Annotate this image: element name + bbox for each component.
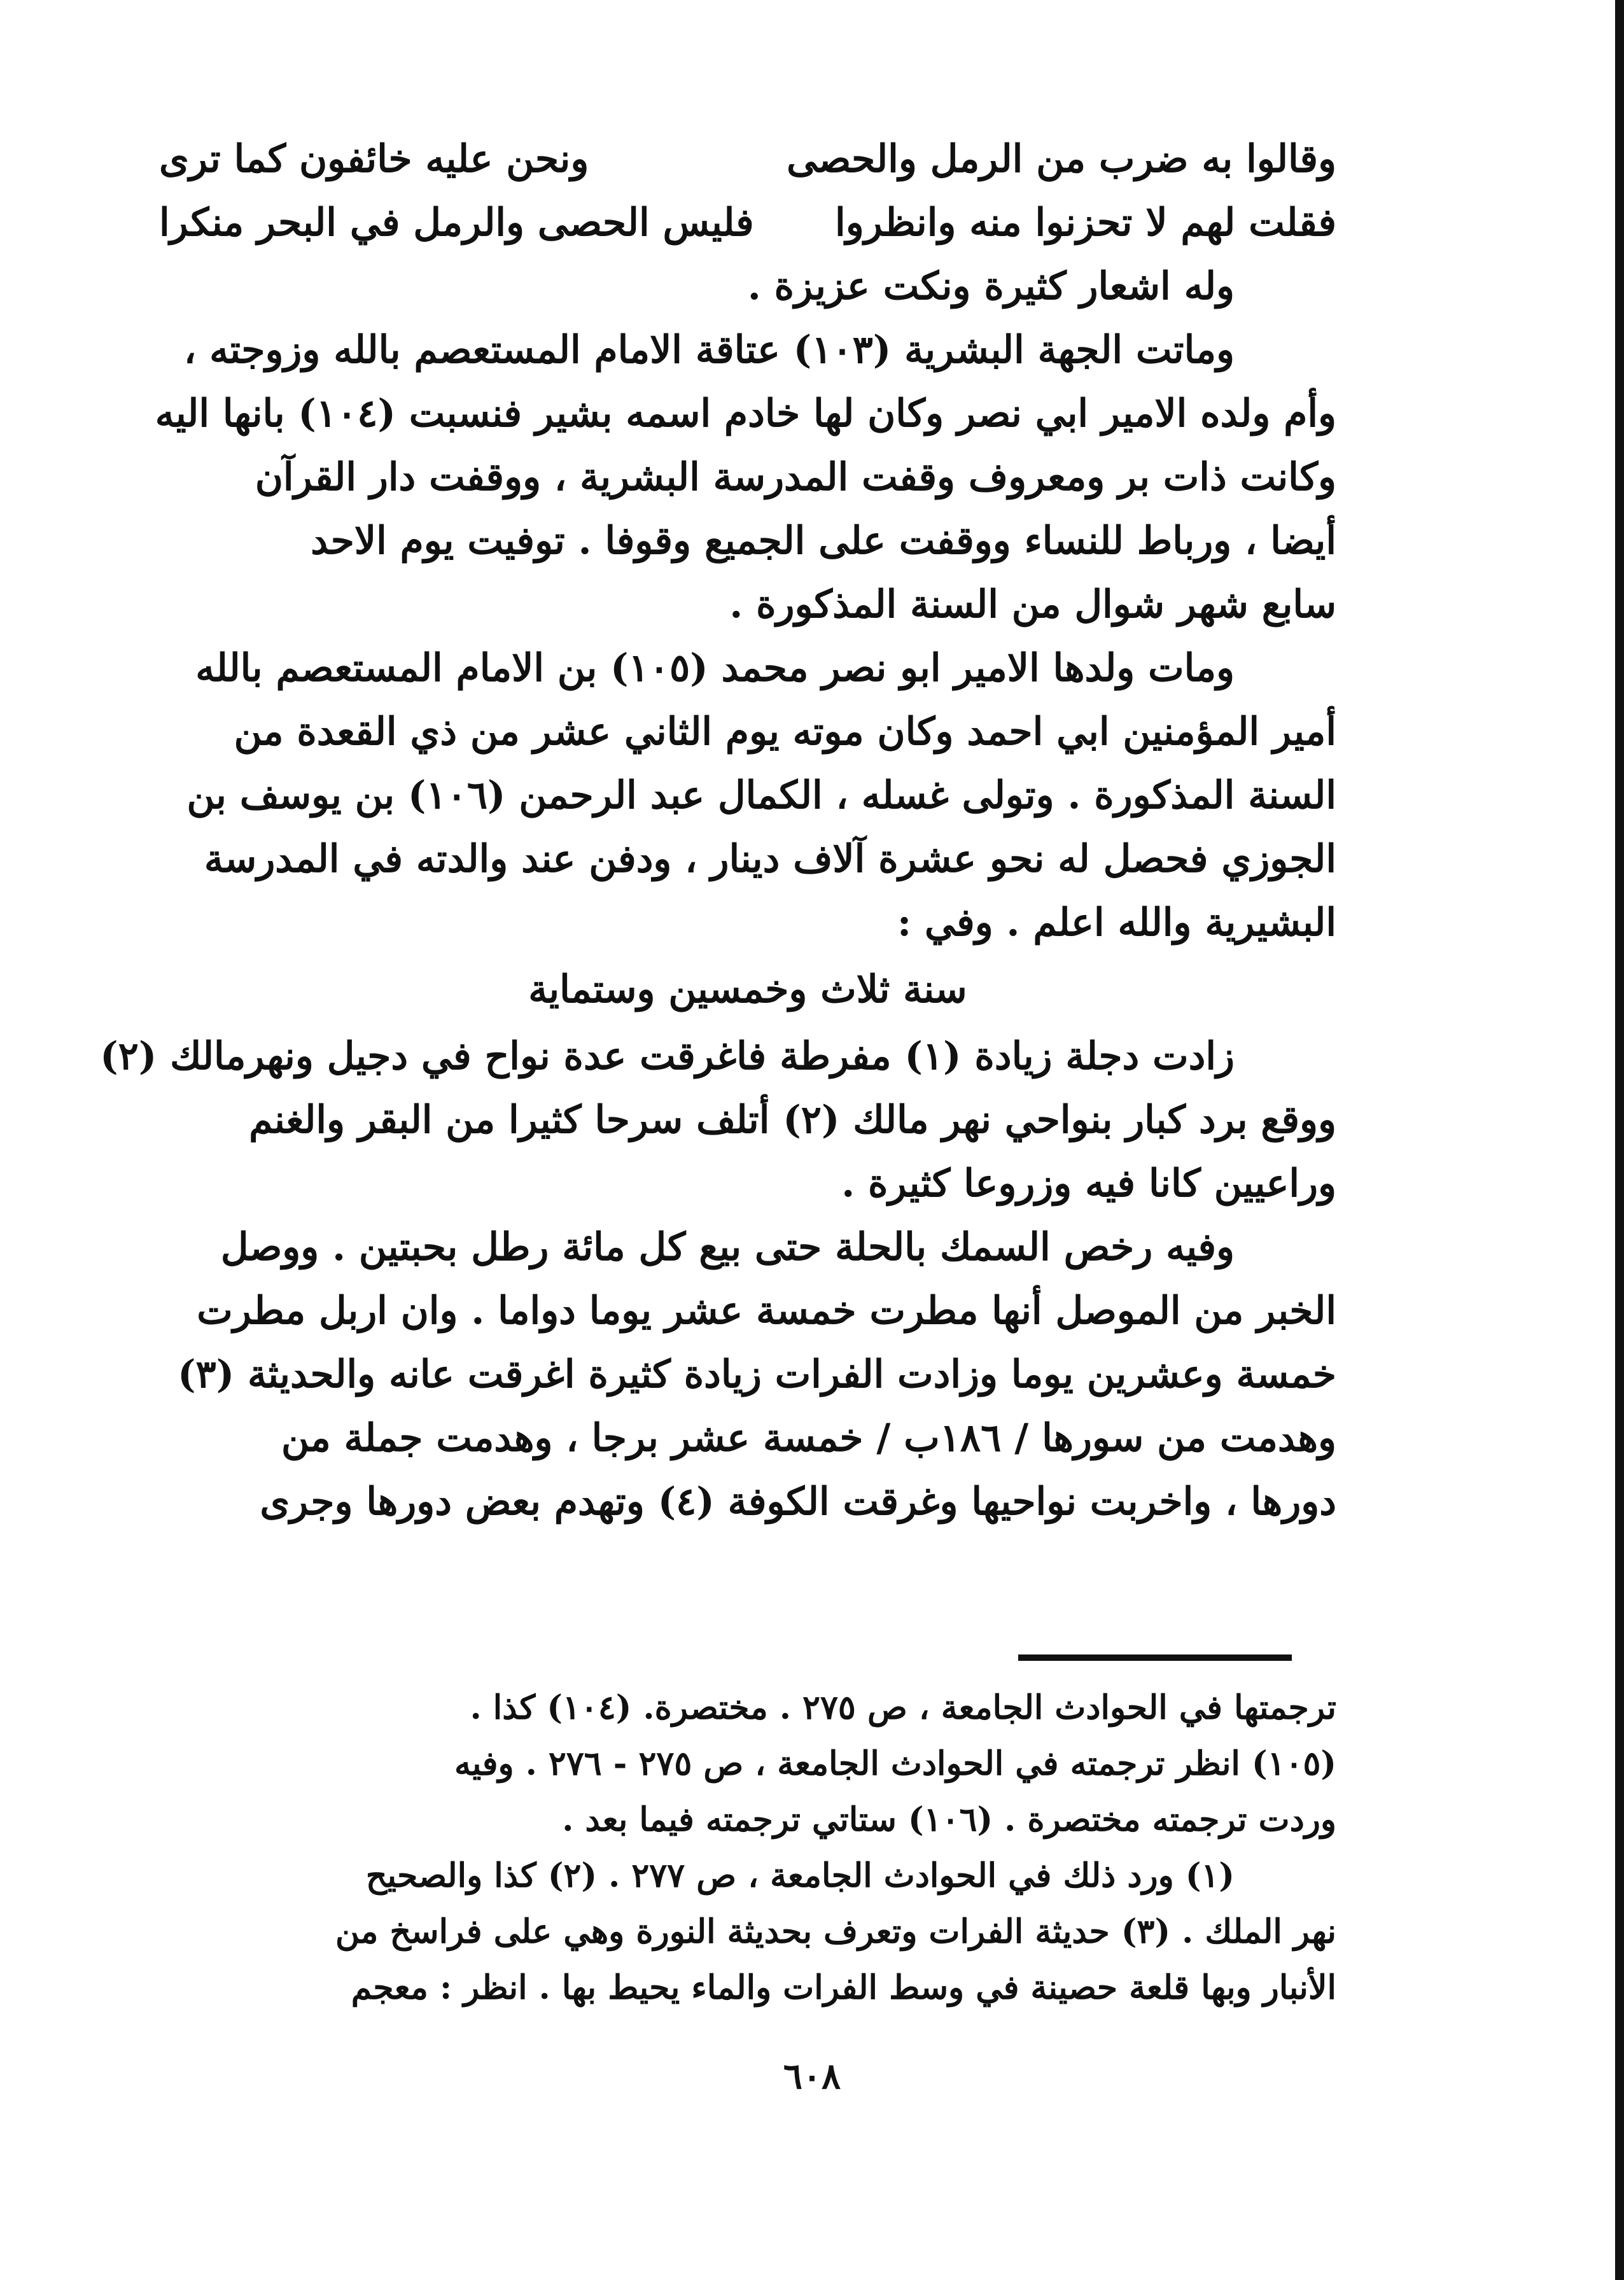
page-number: ٦٠٨ bbox=[783, 2055, 841, 2097]
footnote-line: (١) ورد ذلك في الحوادث الجامعة ، ص ٢٧٧ . (٢) كذا والصحيح bbox=[365, 1856, 1235, 1895]
paragraph-line: ووقع برد كبار بنواحي نهر مالك (٢) أتلف سرحا كثيرا من البقر والغنم bbox=[249, 1098, 1336, 1142]
paragraph-line: وراعيين كانا فيه وزروعا كثيرة . bbox=[841, 1161, 1336, 1206]
footnote-line: الأنبار وبها قلعة حصينة في وسط الفرات والماء يحيط بها . انظر : معجم bbox=[351, 1968, 1336, 2007]
paragraph-line: أمير المؤمنين ابي احمد وكان موته يوم الثاني عشر من ذي القعدة من bbox=[234, 710, 1336, 754]
verse-line-2 bbox=[159, 191, 1336, 255]
paragraph-line: البشيرية والله اعلم . وفي : bbox=[897, 900, 1336, 945]
footnote-line: (١٠٥) انظر ترجمته في الحوادث الجامعة ، ص ٢٧٥ - ٢٧٦ . وفيه bbox=[454, 1744, 1336, 1783]
paragraph-line: وله اشعار كثيرة ونكت عزيزة . bbox=[747, 264, 1235, 309]
footnote-line: ترجمتها في الحوادث الجامعة ، ص ٢٧٥ . مختصرة. (١٠٤) كذا . bbox=[470, 1688, 1336, 1727]
paragraph-line: وأم ولده الامير ابي نصر وكان لها خادم اسمه بشير فنسبت (١٠٤) بانها اليه bbox=[155, 391, 1336, 436]
section-heading: سنة ثلاث وخمسين وستماية bbox=[528, 967, 967, 1012]
verse-hemistich-right: فقلت لهم لا تحزنوا منه وانظروا bbox=[835, 200, 1336, 245]
footnote-line: نهر الملك . (٣) حديثة الفرات وتعرف بحديثة النورة وهي على فراسخ من bbox=[335, 1912, 1336, 1951]
footnote-line: وردت ترجمته مختصرة . (١٠٦) ستاتي ترجمته فيما بعد . bbox=[562, 1800, 1336, 1839]
verse-hemistich-left: فليس الحصى والرمل في البحر منكرا bbox=[159, 200, 754, 245]
paragraph-line: السنة المذكورة . وتولى غسله ، الكمال عبد الرحمن (١٠٦) بن يوسف بن bbox=[186, 773, 1336, 818]
footnote-separator bbox=[1018, 1654, 1292, 1661]
paragraph-line: دورها ، واخربت نواحيها وغرقت الكوفة (٤) وتهدم بعض دورها وجرى bbox=[260, 1479, 1336, 1524]
paragraph-line: وكانت ذات بر ومعروف وقفت المدرسة البشرية ، ووقفت دار القرآن bbox=[255, 455, 1336, 500]
paragraph-line: الجوزي فحصل له نحو عشرة آلاف دينار ، ودفن عند والدته في المدرسة bbox=[204, 837, 1336, 881]
paragraph-line: سابع شهر شوال من السنة المذكورة . bbox=[729, 582, 1336, 627]
paragraph-line: ومات ولدها الامير ابو نصر محمد (١٠٥) بن الامام المستعصم بالله bbox=[195, 646, 1235, 690]
footnotes bbox=[159, 1680, 1336, 2016]
paragraph-line: الخبر من الموصل أنها مطرت خمسة عشر يوما دواما . وان اربل مطرت bbox=[197, 1289, 1336, 1333]
paragraph-line: زادت دجلة زيادة (١) مفرطة فاغرقت عدة نواح في دجيل ونهرمالك (٢) bbox=[100, 1034, 1235, 1079]
verse-hemistich-left: ونحن عليه خائفون كما ترى bbox=[159, 137, 589, 181]
paragraph-line: وفيه رخص السمك بالحلة حتى بيع كل مائة رطل بحبتين . ووصل bbox=[220, 1225, 1235, 1269]
paragraph-line: أيضا ، ورباط للنساء ووقفت على الجميع وقوفا . توفيت يوم الاحد bbox=[311, 519, 1336, 563]
paragraph-line: وهدمت من سورها / ١٨٦ب / خمسة عشر برجا ، وهدمت جملة من bbox=[281, 1416, 1336, 1460]
page-edge-border bbox=[1615, 0, 1624, 2280]
verse-hemistich-right: وقالوا به ضرب من الرمل والحصى bbox=[787, 137, 1336, 181]
paragraph-line: خمسة وعشرين يوما وزادت الفرات زيادة كثيرة اغرقت عانه والحديثة (٣) bbox=[178, 1352, 1336, 1397]
document-page bbox=[100, 127, 1336, 1534]
verse-line-1 bbox=[159, 127, 1336, 191]
paragraph-line: وماتت الجهة البشرية (١٠٣) عتاقة الامام المستعصم بالله وزوجته ، bbox=[183, 328, 1235, 372]
